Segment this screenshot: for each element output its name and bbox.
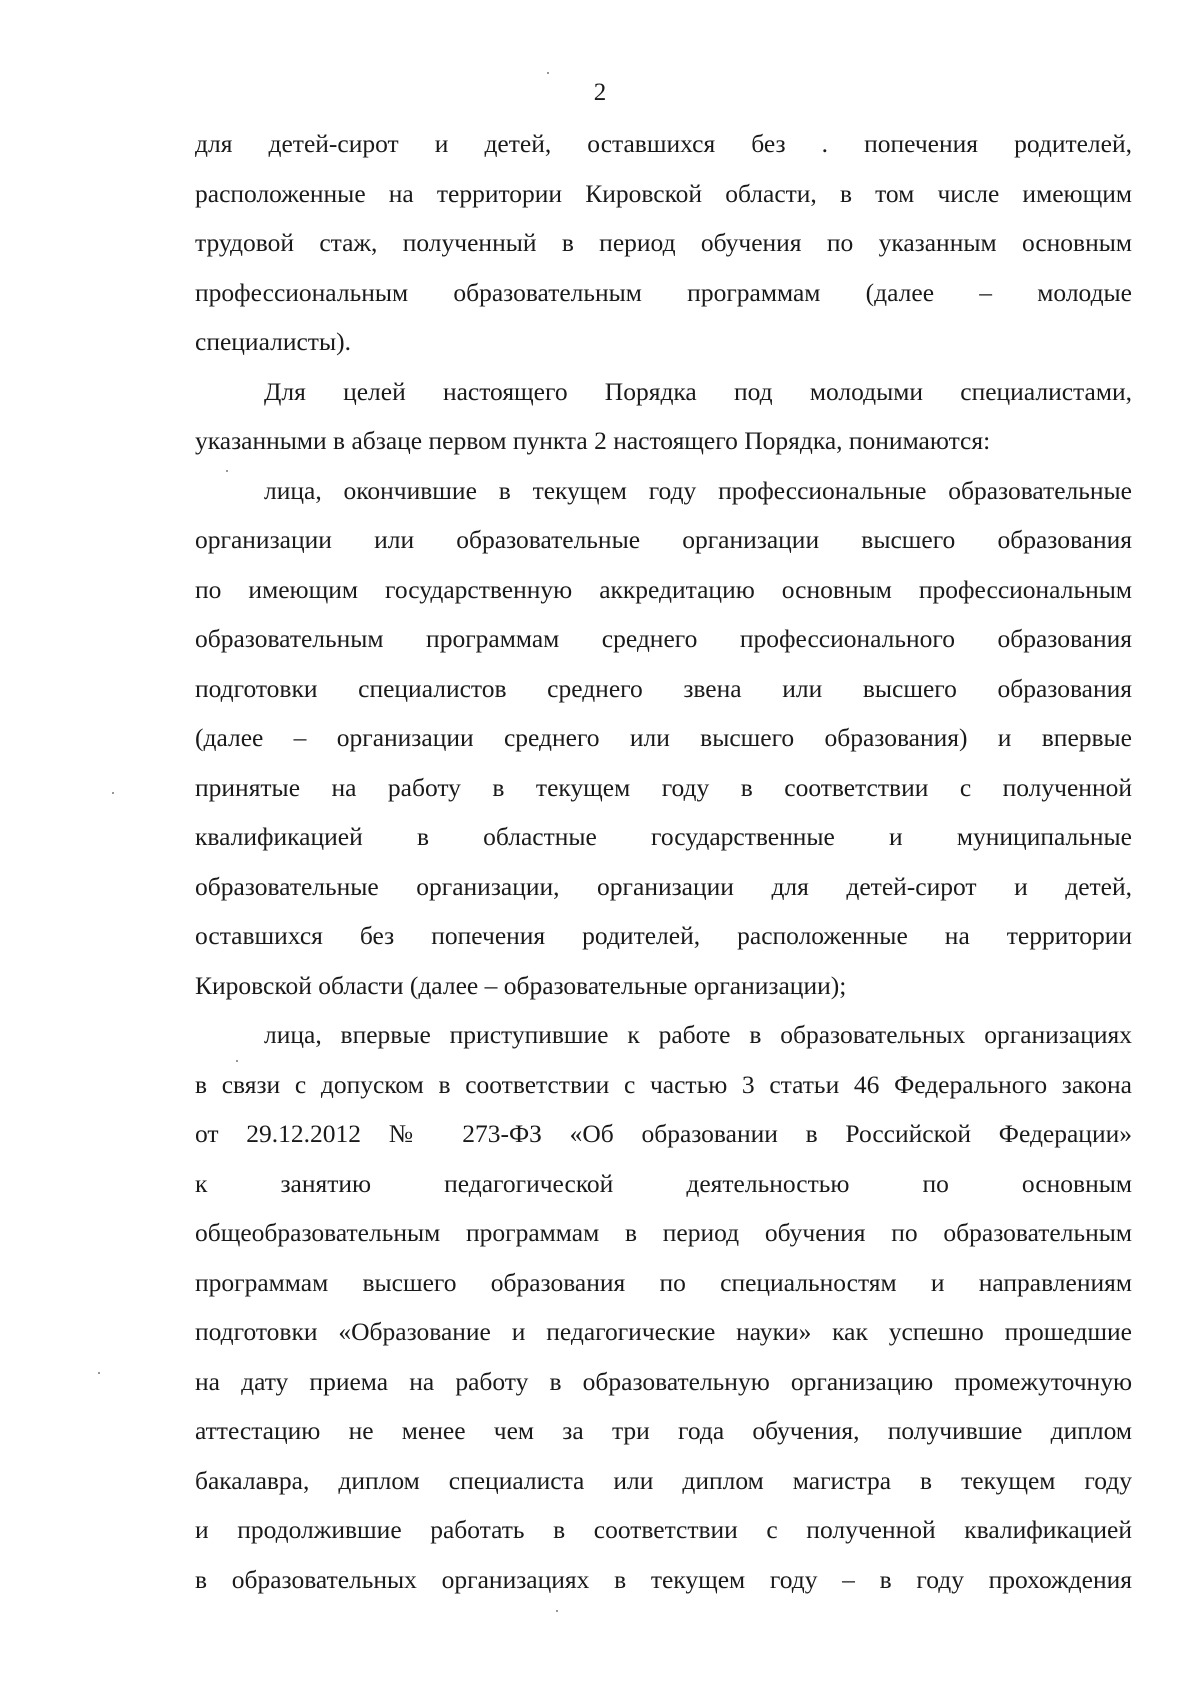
text-line: специалисты). <box>195 327 351 356</box>
text-line: Для целей настоящего Порядка под молодыми специалистами, <box>264 376 1132 406</box>
text-line: по имеющим государственную аккредитацию основным профессиональным <box>195 574 1132 604</box>
text-line: в связи с допуском в соответствии с частью 3 статьи 46 Федерального закона <box>195 1069 1132 1099</box>
text-line: организации или образовательные организации высшего образования <box>195 525 1132 554</box>
text-line: бакалавра, диплом специалиста или диплом магистра в текущем году <box>195 1465 1132 1495</box>
text-line: (далее – организации среднего или высшего образования) и впервые <box>195 723 1132 752</box>
text-line: программам высшего образования по специальностям и направлениям <box>195 1267 1132 1297</box>
text-line: образовательные организации, организации для детей-сирот и детей, <box>195 871 1132 901</box>
text-line: квалификацией в областные государственные и муниципальные <box>195 822 1132 851</box>
text-line: образовательным программам среднего профессионального образования <box>195 624 1132 653</box>
text-line: на дату приема на работу в образовательную организацию промежуточную <box>195 1366 1132 1396</box>
text-line: к занятию педагогической деятельностью по основным <box>195 1168 1132 1198</box>
scan-speck <box>226 470 228 472</box>
text-line: профессиональным образовательным программам (далее – молодые <box>195 277 1132 307</box>
scan-speck <box>236 1060 238 1062</box>
text-line: подготовки специалистов среднего звена или высшего образования <box>195 673 1132 703</box>
text-line: и продолжившие работать в соответствии с полученной квалификацией <box>195 1515 1132 1544</box>
text-line: указанными в абзаце первом пункта 2 настоящего Порядка, понимаются: <box>195 426 991 455</box>
scan-speck <box>547 72 549 74</box>
text-line: для детей-сирот и детей, оставшихся без . попечения родителей, <box>195 129 1132 158</box>
scan-speck <box>556 1610 558 1612</box>
text-line: расположенные на территории Кировской области, в том числе имеющим <box>195 178 1132 208</box>
text-line: принятые на работу в текущем году в соответствии с полученной <box>195 772 1132 802</box>
text-line: общеобразовательным программам в период обучения по образовательным <box>195 1218 1132 1247</box>
text-line: подготовки «Образование и педагогические науки» как успешно прошедшие <box>195 1317 1132 1346</box>
text-line: лица, окончившие в текущем году профессиональные образовательные <box>264 475 1132 505</box>
text-line: Кировской области (далее – образовательные организации); <box>195 970 847 1000</box>
text-line: трудовой стаж, полученный в период обучения по указанным основным <box>195 228 1132 257</box>
text-line: лица, впервые приступившие к работе в образовательных организациях <box>264 1020 1132 1049</box>
scan-speck <box>98 1372 100 1374</box>
text-line: в образовательных организациях в текущем году – в году прохождения <box>195 1564 1132 1594</box>
text-line: от 29.12.2012 № 273-ФЗ «Об образовании в Российской Федерации» <box>195 1119 1132 1148</box>
text-line: оставшихся без попечения родителей, расположенные на территории <box>195 921 1132 950</box>
scan-speck <box>112 792 114 794</box>
text-line: аттестацию не менее чем за три года обучения, получившие диплом <box>195 1416 1132 1445</box>
page-number: 2 <box>593 79 607 106</box>
document-body <box>195 119 1132 1604</box>
